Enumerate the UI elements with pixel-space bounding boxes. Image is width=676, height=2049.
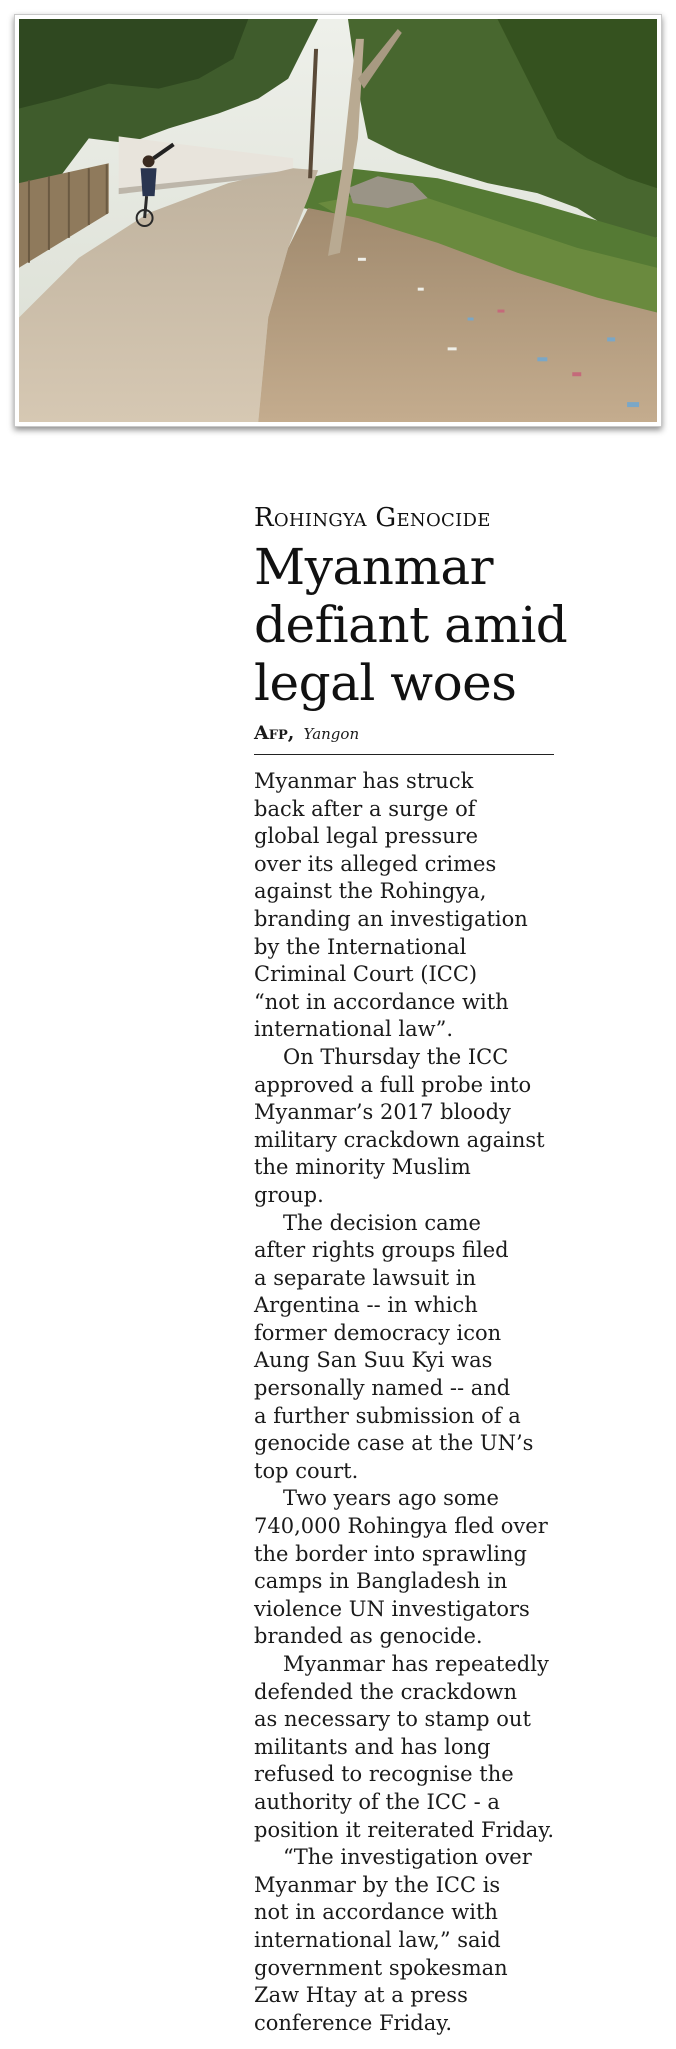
body-line: conference Friday. <box>254 2010 453 2035</box>
article-kicker: Rohingya Genocide <box>254 503 491 533</box>
body-line: genocide case at the UN’s <box>254 1431 534 1456</box>
byline-location: Yangon <box>303 725 360 743</box>
body-line: On Thursday the ICC <box>283 1044 509 1069</box>
byline-agency: Afp, <box>254 722 295 744</box>
headline-line: Myanmar <box>254 538 494 596</box>
body-line: position it reiterated Friday. <box>254 1817 555 1842</box>
body-line: Two years ago some <box>283 1486 499 1511</box>
body-line: Myanmar has repeatedly <box>283 1652 549 1676</box>
body-line: government spokesman <box>254 1955 508 1980</box>
headline-line: defiant amid <box>254 596 568 654</box>
body-line: military crackdown against <box>254 1127 545 1152</box>
body-line: defended the crackdown <box>254 1679 518 1704</box>
headline-line: legal woes <box>254 654 517 712</box>
article-headline <box>254 538 574 712</box>
body-line: branded as genocide. <box>254 1624 483 1649</box>
body-line: as necessary to stamp out <box>254 1707 531 1732</box>
body-line: Criminal Court (ICC) <box>254 962 478 987</box>
body-line: authority of the ICC - a <box>254 1789 500 1814</box>
body-line: a separate lawsuit in <box>254 1265 477 1290</box>
body-line: top court. <box>254 1458 359 1483</box>
body-line: branding an investigation <box>254 906 528 931</box>
body-line: Aung San Suu Kyi was <box>254 1348 493 1373</box>
body-line: against the Rohingya, <box>254 879 487 904</box>
body-line: “not in accordance with <box>254 989 509 1014</box>
body-line: back after a surge of <box>254 796 476 821</box>
article-body <box>254 768 564 2037</box>
article-photo <box>14 14 662 427</box>
body-line: international law,” said <box>254 1927 501 1952</box>
body-line: global legal pressure <box>254 824 479 849</box>
body-line: 740,000 Rohingya fled over <box>254 1514 548 1539</box>
body-line: refused to recognise the <box>254 1762 514 1787</box>
body-line: former democracy icon <box>254 1320 502 1345</box>
body-line: “The investigation over <box>283 1845 532 1870</box>
body-line: Argentina -- in which <box>254 1293 478 1318</box>
body-line: camps in Bangladesh in <box>254 1569 508 1594</box>
body-line: group. <box>254 1182 324 1207</box>
body-line: international law”. <box>254 1017 454 1042</box>
photo-icon <box>19 19 657 422</box>
body-line: Zaw Htay at a press <box>254 1983 468 2008</box>
byline-divider <box>254 754 554 755</box>
body-line: militants and has long <box>254 1734 491 1759</box>
body-line: the minority Muslim <box>254 1155 471 1180</box>
article-byline <box>254 720 554 747</box>
body-line: Myanmar by the ICC is <box>254 1872 501 1897</box>
body-line: The decision came <box>283 1210 481 1235</box>
body-line: by the International <box>254 934 467 959</box>
body-line: personally named -- and <box>254 1376 511 1401</box>
body-line: Myanmar’s 2017 bloody <box>254 1100 511 1125</box>
body-line: the border into sprawling <box>254 1541 527 1566</box>
body-line: a further submission of a <box>254 1403 521 1428</box>
body-line: over its alleged crimes <box>254 851 497 876</box>
body-line: Myanmar has struck <box>254 769 474 793</box>
body-line: approved a full probe into <box>254 1072 532 1097</box>
body-line: after rights groups filed <box>254 1238 509 1263</box>
body-line: not in accordance with <box>254 1900 498 1925</box>
body-line: violence UN investigators <box>254 1596 530 1621</box>
